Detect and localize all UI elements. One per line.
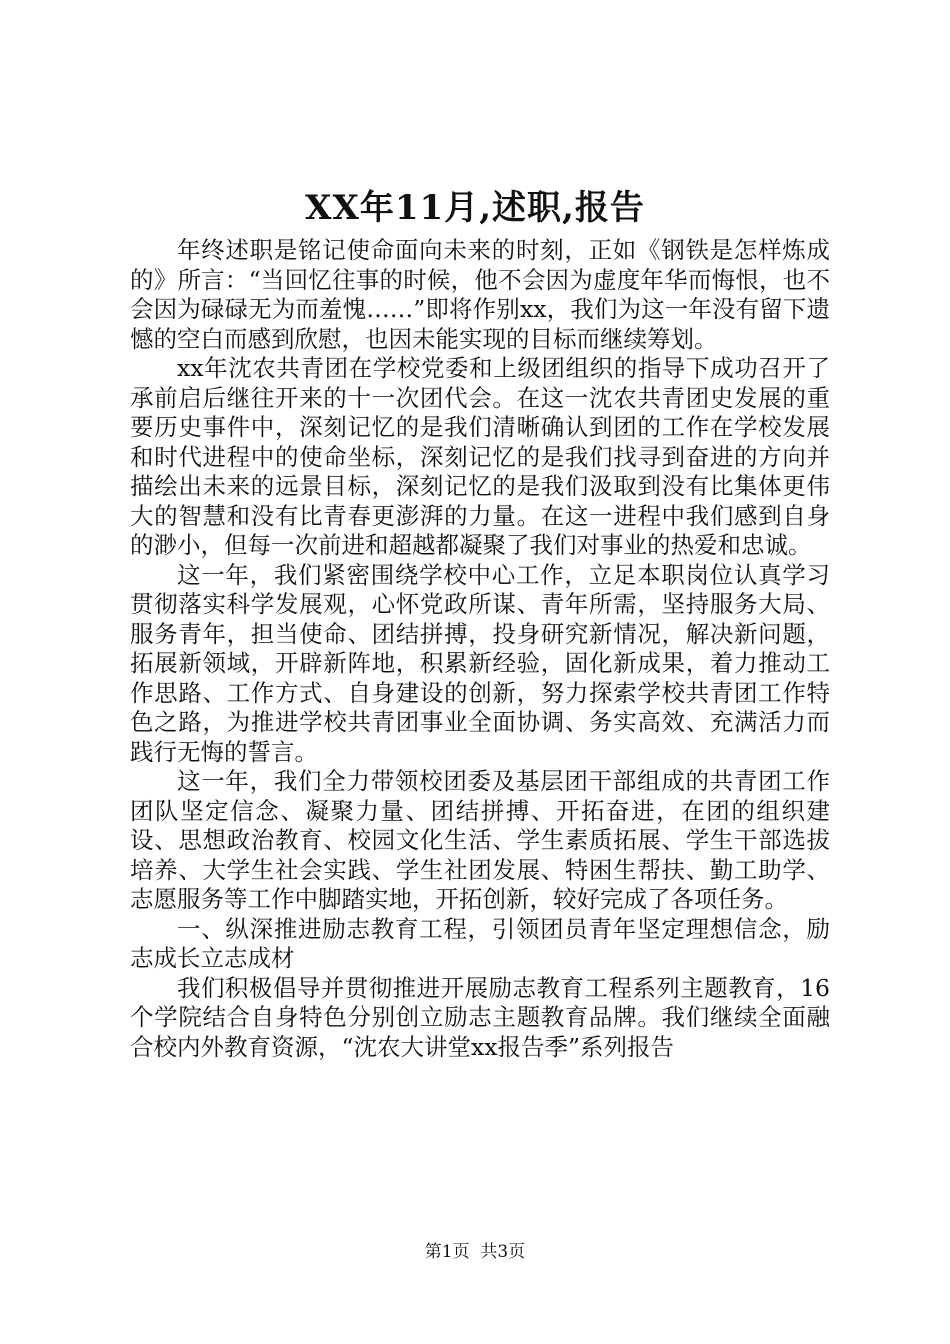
paragraph: 年终述职是铭记使命面向未来的时刻，正如《钢铁是怎样炼成的》所言：“当回忆往事的时候，他不会因为虚度年华而悔恨，也不会因为碌碌无为而羞愧……”即将作别xx，我们为这一年没有留下遗憾的空白而感到欣慰，也因未能实现的目标而继续筹划。 [130,236,830,353]
section-heading: 一、纵深推进励志教育工程，引领团员青年坚定理想信念，励志成长立志成材 [130,914,830,972]
page-footer [0,1240,950,1264]
paragraph: xx年沈农共青团在学校党委和上级团组织的指导下成功召开了承前启后继往开来的十一次团代会。在这一沈农共青团史发展的重要历史事件中，深刻记忆的是我们清晰确认到团的工作在学校发展和时代进程中的使命坐标，深刻记忆的是我们找寻到奋进的方向并描绘出未来的远景目标，深刻记忆的是我们汲取到没有比集体更伟大的智慧和没有比青春更澎湃的力量。在这一进程中我们感到自身的渺小，但每一次前进和超越都凝聚了我们对事业的热爱和忠诚。 [130,354,830,559]
document-body [130,236,830,1062]
page-total: 共3页 [480,1242,526,1262]
page-number: 第1页 [424,1242,470,1262]
document-title: XX年11月,述职,报告 [305,188,645,228]
paragraph: 这一年，我们紧密围绕学校中心工作，立足本职岗位认真学习贯彻落实科学发展观，心怀党政所谋、青年所需，坚持服务大局、服务青年，担当使命、团结拼搏，投身研究新情况，解决新问题，拓展新领域，开辟新阵地，积累新经验，固化新成果，着力推动工作思路、工作方式、自身建设的创新，努力探索学校共青团工作特色之路，为推进学校共青团事业全面协调、务实高效、充满活力而践行无悔的誓言。 [130,560,830,766]
paragraph: 我们积极倡导并贯彻推进开展励志教育工程系列主题教育，16个学院结合自身特色分别创立励志主题教育品牌。我们继续全面融合校内外教育资源，“沈农大讲堂xx报告季”系列报告 [130,973,830,1061]
paragraph: 这一年，我们全力带领校团委及基层团干部组成的共青团工作团队坚定信念、凝聚力量、团结拼搏、开拓奋进，在团的组织建设、思想政治教育、校园文化生活、学生素质拓展、学生干部选拔培养、大学生社会实践、学生社团发展、特困生帮扶、勤工助学、志愿服务等工作中脚踏实地，开拓创新，较好完成了各项任务。 [130,767,830,913]
